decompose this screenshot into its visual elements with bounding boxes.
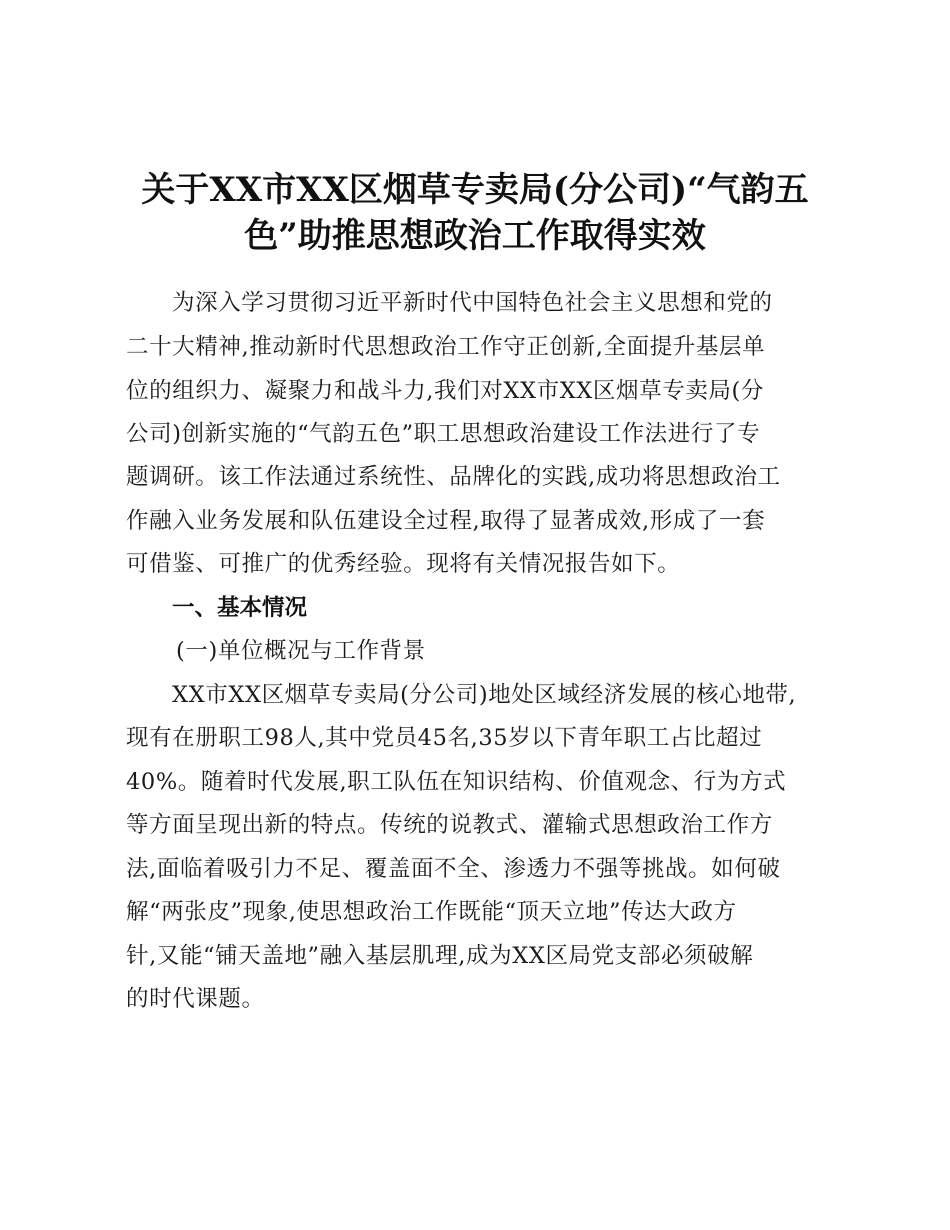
- intro-paragraph-line: 位的组织力、凝聚力和战斗力,我们对XX市XX区烟草专卖局(分: [126, 378, 765, 404]
- intro-paragraph-line: 为深入学习贯彻习近平新时代中国特色社会主义思想和党的: [172, 290, 773, 316]
- section-paragraph-line: 现有在册职工98人,其中党员45名,35岁以下青年职工占比超过: [126, 725, 763, 751]
- section-paragraph-line: 40%。随着时代发展,职工队伍在知识结构、价值观念、行为方式: [126, 769, 787, 795]
- section-paragraph-line: 法,面临着吸引力不足、覆盖面不全、渗透力不强等挑战。如何破: [126, 856, 781, 882]
- intro-paragraph-line: 作融入业务发展和队伍建设全过程,取得了显著成效,形成了一套: [126, 508, 766, 534]
- section-paragraph-line: XX市XX区烟草专卖局(分公司)地处区域经济发展的核心地带,: [172, 682, 797, 708]
- section-paragraph-line: 解“两张皮”现象,使思想政治工作既能“顶天立地”传达大政方: [126, 899, 737, 925]
- section-paragraph-line: 针,又能“铺天盖地”融入基层肌理,成为XX区局党支部必须破解: [126, 943, 754, 969]
- intro-paragraph-line: 公司)创新实施的“气韵五色”职工思想政治建设工作法进行了专: [126, 421, 761, 447]
- document-title-line-2: 色”助推思想政治工作取得实效: [244, 216, 706, 256]
- intro-paragraph-line: 二十大精神,推动新时代思想政治工作守正创新,全面提升基层单: [126, 334, 766, 360]
- document-title-line-1: 关于XX市XX区烟草专卖局(分公司)“气韵五: [141, 170, 809, 210]
- intro-paragraph-line: 可借鉴、可推广的优秀经验。现将有关情况报告如下。: [126, 551, 681, 577]
- subsection-heading: (一)单位概况与工作背景: [176, 638, 426, 664]
- section-paragraph-line: 的时代课题。: [126, 986, 265, 1012]
- section-paragraph-line: 等方面呈现出新的特点。传统的说教式、灌输式思想政治工作方: [126, 812, 773, 838]
- section-heading: 一、基本情况: [172, 595, 308, 621]
- intro-paragraph-line: 题调研。该工作法通过系统性、品牌化的实践,成功将思想政治工: [126, 464, 781, 490]
